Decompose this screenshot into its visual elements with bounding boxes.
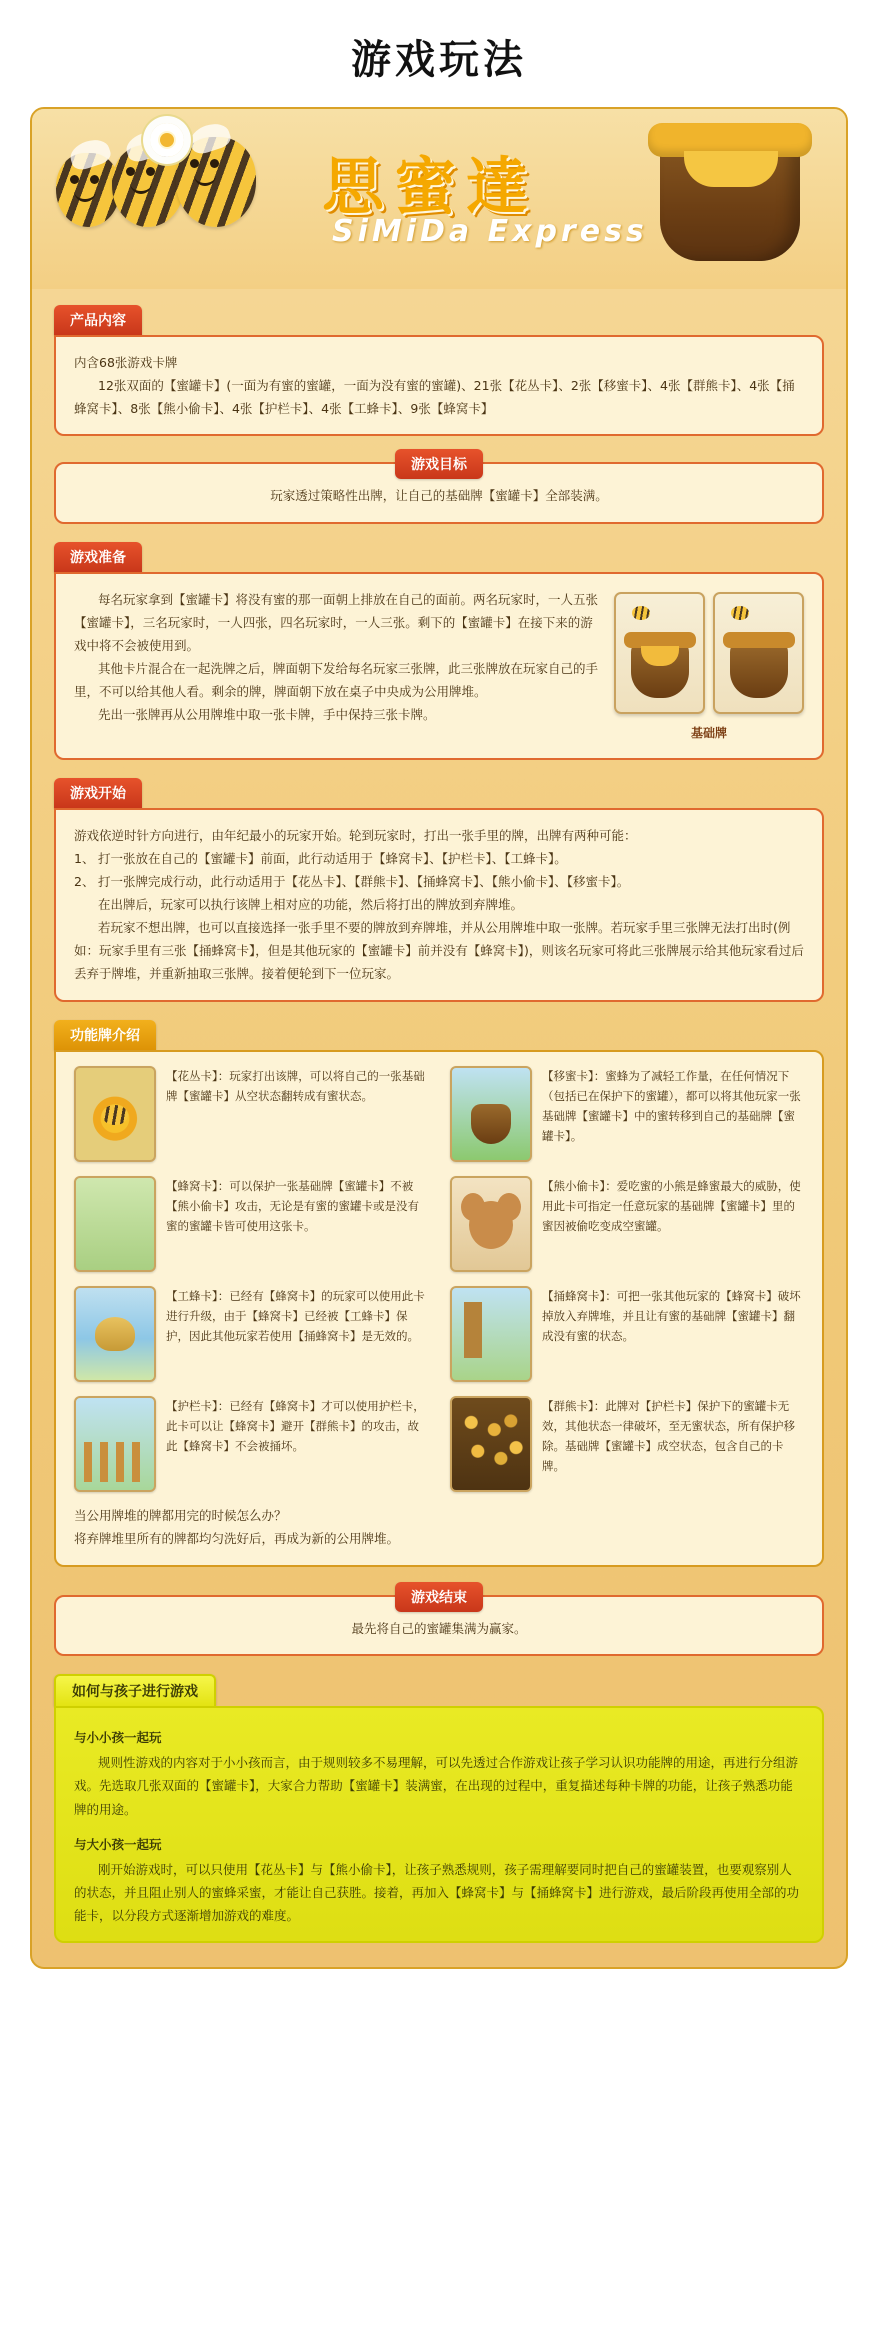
function-card-item xyxy=(74,1396,428,1492)
base-card-illustration xyxy=(614,588,804,744)
start-p2: 在出牌后，玩家可以执行该牌上相对应的功能，然后将打出的牌放到弃牌堆。 xyxy=(98,897,524,913)
logo-english: SiMiDa Express xyxy=(332,214,648,249)
section-setup xyxy=(54,542,824,760)
section-end-label: 游戏结束 xyxy=(395,1582,483,1612)
start-item-2-text: 打一张牌完成行动，此行动适用于【花丛卡】、【群熊卡】、【捅蜂窝卡】、【熊小偷卡】、【移蜜卡】。 xyxy=(98,873,630,889)
bear-thief-card-text: 【熊小偷卡】：爱吃蜜的小熊是蜂蜜最大的威胁，使用此卡可指定一任意玩家的基础牌【蜜罐卡】里的蜜因被偷吃变成空蜜罐。 xyxy=(542,1178,801,1233)
kids-heading-1: 与小小孩一起玩 xyxy=(74,1730,162,1746)
faq-answer: 将弃牌堆里所有的牌都均匀洗好后，再成为新的公用牌堆。 xyxy=(74,1531,400,1547)
faq-question: 当公用牌堆的牌都用完的时候怎么办？ xyxy=(74,1507,287,1523)
start-item-2-number: 2、 xyxy=(74,873,95,889)
base-card-caption: 基础牌 xyxy=(690,725,727,740)
smash-hive-card-icon xyxy=(450,1286,532,1382)
section-kids xyxy=(54,1674,824,1943)
start-item-1-number: 1、 xyxy=(74,850,95,866)
rules-board xyxy=(30,107,848,1969)
kids-paragraph-1: 规则性游戏的内容对于小小孩而言，由于规则较多不易理解，可以先透过合作游戏让孩子学习认识功能牌的用途，再进行分组游戏。先选取几张双面的【蜜罐卡】，大家合力帮助【蜜罐卡】装满蜜，在出现的过程中，重复描述每种卡牌的功能，让孩子熟悉功能牌的用途。 xyxy=(74,1755,799,1817)
setup-p3: 先出一张牌再从公用牌堆中取一张卡牌，手中保持三张卡牌。 xyxy=(98,707,436,723)
start-item-2 xyxy=(74,870,804,893)
function-card-item xyxy=(74,1066,428,1162)
kids-heading-2: 与大小孩一起玩 xyxy=(74,1836,162,1852)
logo-chinese: 思蜜達 xyxy=(322,150,539,223)
flower-card-text: 【花丛卡】：玩家打出该牌，可以将自己的一张基础牌【蜜罐卡】从空状态翻转成有蜜状态。 xyxy=(166,1068,425,1103)
game-banner xyxy=(32,109,846,289)
flower-icon xyxy=(150,123,184,157)
section-contents-body xyxy=(54,335,824,436)
section-functions-label: 功能牌介绍 xyxy=(54,1020,156,1050)
section-functions xyxy=(54,1020,824,1568)
section-start xyxy=(54,778,824,1002)
honeypot-card-empty xyxy=(713,592,804,714)
kids-paragraph-2: 刚开始游戏时，可以只使用【花丛卡】与【熊小偷卡】，让孩子熟悉规则，孩子需理解要同时把自己的蜜罐装置，也要观察别人的状态，并且阻止别人的蜜蜂采蜜，才能让自己获胜。接着，再加入【蜂窝卡】与【捅蜂窝卡】进行游戏，最后阶段再使用全部的功能卡，以分段方式逐渐增加游戏的难度。 xyxy=(74,1861,800,1924)
function-card-item xyxy=(450,1396,804,1492)
worker-bee-card-icon xyxy=(74,1286,156,1382)
section-start-label: 游戏开始 xyxy=(54,778,142,808)
beehive-card-text: 【蜂窝卡】：可以保护一张基础牌【蜜罐卡】不被【熊小偷卡】攻击，无论是有蜜的蜜罐卡或是没有蜜的蜜罐卡皆可使用这张卡。 xyxy=(166,1178,419,1233)
honeypot-card-full xyxy=(614,592,705,714)
function-card-item xyxy=(74,1286,428,1382)
start-item-1-text: 打一张放在自己的【蜜罐卡】前面，此行动适用于【蜂窝卡】、【护栏卡】、【工蜂卡】。 xyxy=(98,850,567,866)
fence-card-text: 【护栏卡】：已经有【蜂窝卡】才可以使用护栏卡，此卡可以让【蜂窝卡】避开【群熊卡】的攻击，故此【蜂窝卡】不会被捅坏。 xyxy=(166,1398,425,1453)
section-contents-label: 产品内容 xyxy=(54,305,142,335)
section-goal xyxy=(54,457,824,523)
goal-text: 玩家透过策略性出牌，让自己的基础牌【蜜罐卡】全部装满。 xyxy=(270,488,608,504)
start-item-1 xyxy=(74,847,804,870)
contents-line-2: 12张双面的【蜜罐卡】(一面为有蜜的蜜罐，一面为没有蜜的蜜罐)、21张【花丛卡】、2张【移蜜卡】、4张【群熊卡】、4张【捅蜂窝卡】、8张【熊小偷卡】、4张【护栏卡】、4张【工蜂卡】、9张【蜂窝卡】 xyxy=(74,378,795,417)
section-kids-label: 如何与孩子进行游戏 xyxy=(54,1674,216,1706)
setup-p1: 每名玩家拿到【蜜罐卡】将没有蜜的那一面朝上排放在自己的面前。两名玩家时，一人五张【蜜罐卡】，三名玩家时，一人四张，四名玩家时，一人三张。剩下的【蜜罐卡】在接下来的游戏中将不会被使用到。 xyxy=(74,591,599,653)
bee-mascots-icon xyxy=(56,137,248,227)
function-card-item xyxy=(450,1286,804,1382)
section-start-body xyxy=(54,808,824,1002)
start-p3: 若玩家不想出牌，也可以直接选择一张手里不要的牌放到弃牌堆，并从公用牌堆中取一张牌。若玩家手里三张牌无法打出时(例如：玩家手里有三张【捅蜂窝卡】，但是其他玩家的【蜜罐卡】前并没有【蜂窝卡】)，则该名玩家可将此三张牌展示给其他玩家看过后丢弃于牌堆，并重新抽取三张牌。接着便轮到下一位玩家。 xyxy=(74,920,804,982)
faq-block xyxy=(74,1504,804,1552)
section-functions-body xyxy=(54,1050,824,1568)
setup-p2: 其他卡片混合在一起洗牌之后，牌面朝下发给每名玩家三张牌，此三张牌放在玩家自己的手里，不可以给其他人看。剩余的牌，牌面朝下放在桌子中央成为公用牌堆。 xyxy=(74,660,599,699)
end-text: 最先将自己的蜜罐集满为赢家。 xyxy=(351,1621,527,1637)
smash-hive-card-text: 【捅蜂窝卡】：可把一张其他玩家的【蜂窝卡】破坏掉放入弃牌堆，并且让有蜜的基础牌【蜜罐卡】翻成没有蜜的状态。 xyxy=(542,1288,801,1343)
start-p1: 游戏依逆时针方向进行，由年纪最小的玩家开始。轮到玩家时，打出一张手里的牌，出牌有两种可能： xyxy=(74,827,637,843)
bear-group-card-icon xyxy=(450,1396,532,1492)
section-kids-body xyxy=(54,1706,824,1943)
section-goal-label: 游戏目标 xyxy=(395,449,483,479)
honeypot-icon xyxy=(660,131,800,261)
function-card-item xyxy=(74,1176,428,1272)
section-setup-label: 游戏准备 xyxy=(54,542,142,572)
worker-bee-card-text: 【工蜂卡】：已经有【蜂窝卡】的玩家可以使用此卡进行升级，由于【蜂窝卡】已经被【工蜂卡】保护，因此其他玩家若使用【捅蜂窝卡】是无效的。 xyxy=(166,1288,425,1343)
contents-line-1: 内含68张游戏卡牌 xyxy=(74,355,178,370)
fence-card-icon xyxy=(74,1396,156,1492)
section-setup-body xyxy=(54,572,824,760)
section-end xyxy=(54,1590,824,1656)
section-contents xyxy=(54,305,824,436)
move-honey-card-text: 【移蜜卡】：蜜蜂为了减轻工作量，在任何情况下（包括已在保护下的蜜罐），都可以将其他玩家一张基础牌【蜜罐卡】中的蜜转移到自己的基础牌【蜜罐卡】。 xyxy=(542,1068,801,1143)
page-title: 游戏玩法 xyxy=(351,37,527,83)
function-card-item xyxy=(450,1176,804,1272)
beehive-card-icon xyxy=(74,1176,156,1272)
move-honey-card-icon xyxy=(450,1066,532,1162)
function-card-grid xyxy=(74,1066,804,1492)
function-card-item xyxy=(450,1066,804,1162)
flower-card-icon xyxy=(74,1066,156,1162)
bear-thief-card-icon xyxy=(450,1176,532,1272)
bear-group-card-text: 【群熊卡】：此牌对【护栏卡】保护下的蜜罐卡无效，其他状态一律破坏，至无蜜状态，所有保护移除。基础牌【蜜罐卡】成空状态，包含自己的卡牌。 xyxy=(542,1398,795,1473)
